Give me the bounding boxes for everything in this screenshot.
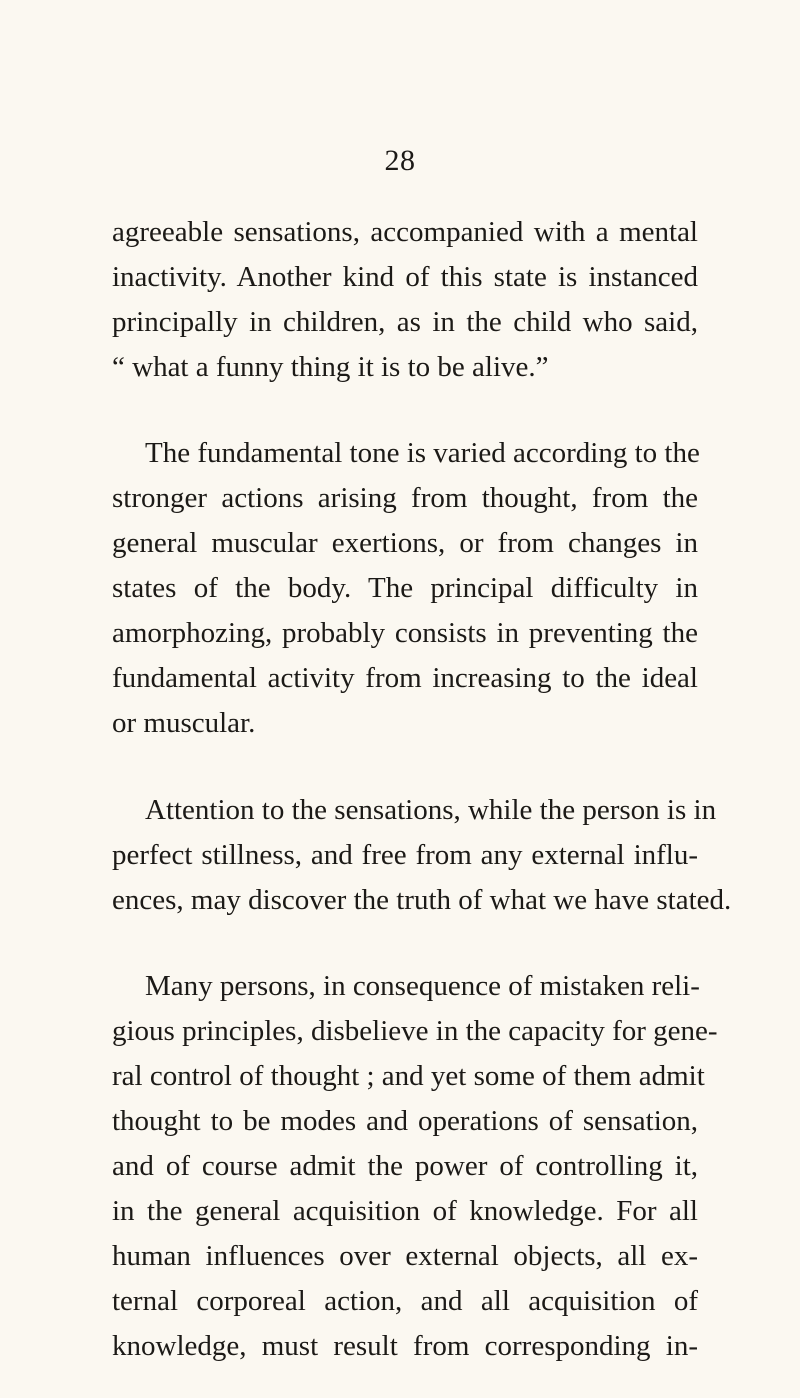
- paragraph-2-line-3: general muscular exertions, or from changes in: [112, 527, 698, 559]
- paragraph-4-line-9: knowledge, must result from corresponding in-: [112, 1330, 698, 1362]
- paragraph-1-line-3: principally in children, as in the child who said,: [112, 306, 698, 338]
- paragraph-4-line-1: Many persons, in consequence of mistaken reli-: [145, 970, 700, 1002]
- paragraph-3-line-2: perfect stillness, and free from any external influ-: [112, 839, 698, 871]
- paragraph-4-line-4: thought to be modes and operations of sensation,: [112, 1105, 698, 1137]
- paragraph-4-line-3: ral control of thought ; and yet some of them admit: [112, 1060, 705, 1092]
- paragraph-4-line-7: human influences over external objects, all ex-: [112, 1240, 698, 1272]
- paragraph-2-line-5: amorphozing, probably consists in preventing the: [112, 617, 698, 649]
- paragraph-2-line-7: or muscular.: [112, 707, 256, 739]
- paragraph-2-line-1: The fundamental tone is varied according to the: [145, 437, 700, 469]
- page-number: 28: [384, 144, 416, 177]
- paragraph-1-line-2: inactivity. Another kind of this state is instanced: [112, 261, 698, 293]
- paragraph-4-line-2: gious principles, disbelieve in the capacity for gene-: [112, 1015, 718, 1047]
- paragraph-4-line-6: in the general acquisition of knowledge. For all: [112, 1195, 698, 1227]
- paragraph-2-line-2: stronger actions arising from thought, from the: [112, 482, 698, 514]
- paragraph-3-line-3: ences, may discover the truth of what we have stated.: [112, 884, 732, 916]
- paragraph-4-line-5: and of course admit the power of controlling it,: [112, 1150, 698, 1182]
- paragraph-1-line-4: “ what a funny thing it is to be alive.”: [112, 351, 549, 383]
- paragraph-1-line-1: agreeable sensations, accompanied with a mental: [112, 216, 698, 248]
- paragraph-4-line-8: ternal corporeal action, and all acquisition of: [112, 1285, 698, 1317]
- paragraph-3-line-1: Attention to the sensations, while the person is in: [145, 794, 717, 826]
- paragraph-2-line-4: states of the body. The principal difficulty in: [112, 572, 698, 604]
- paragraph-2-line-6: fundamental activity from increasing to the ideal: [112, 662, 698, 694]
